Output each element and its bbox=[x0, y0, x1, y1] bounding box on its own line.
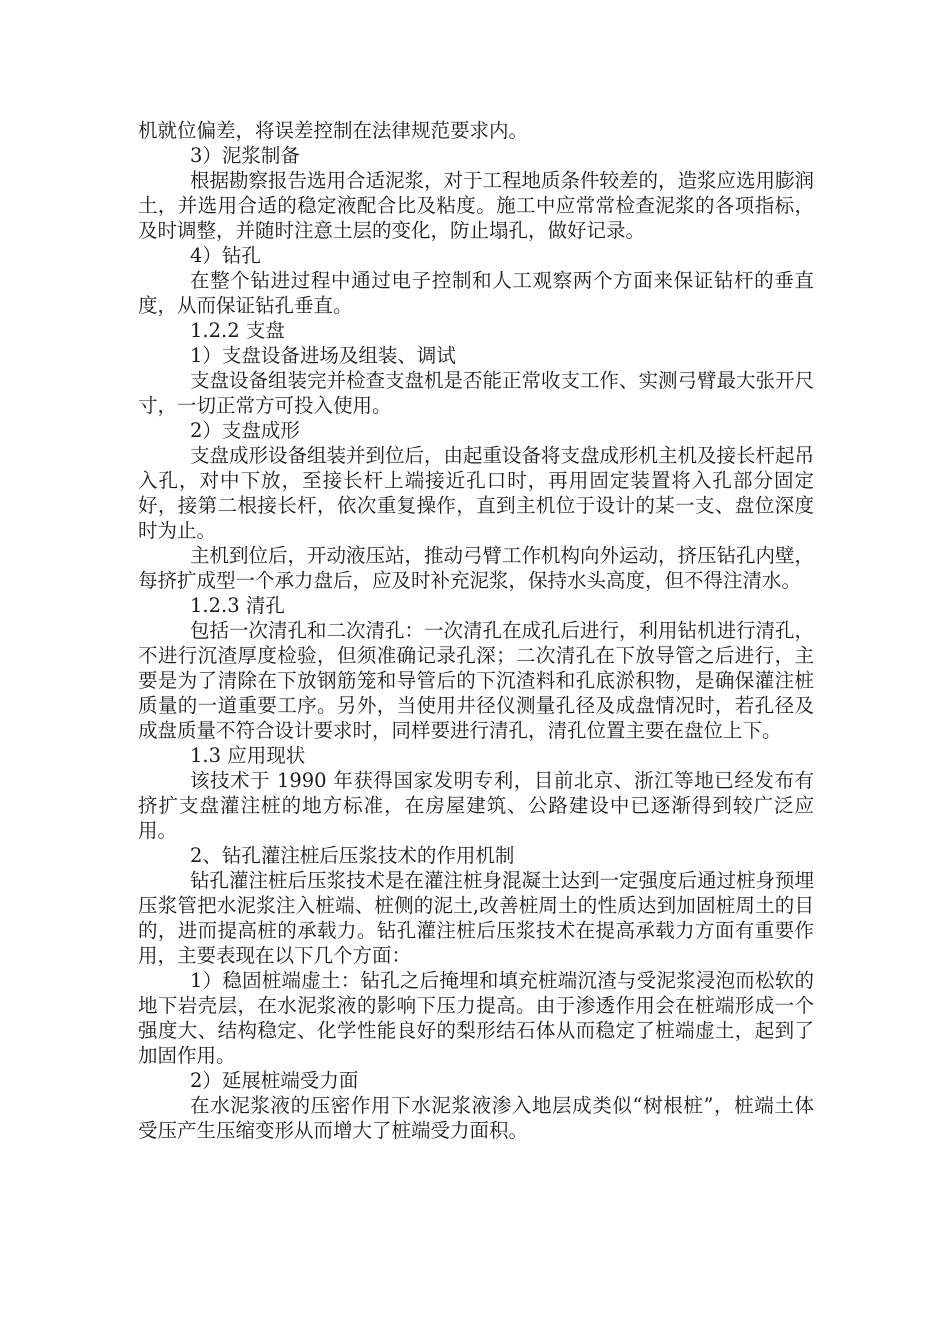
paragraph-drilling: 在整个钻进过程中通过电子控制和人工观察两个方面来保证钻杆的垂直度，从而保证钻孔垂直。 bbox=[138, 269, 814, 317]
heading-1-3: 1.3 应用现状 bbox=[190, 744, 306, 767]
heading-extend-bearing-area: 2）延展桩端受力面 bbox=[190, 1069, 359, 1092]
heading-1-2-2: 1.2.2 支盘 bbox=[190, 319, 285, 342]
heading-1-2-3: 1.2.3 清孔 bbox=[190, 594, 285, 617]
heading-mud-preparation: 3）泥浆制备 bbox=[190, 144, 300, 167]
heading-section-2: 2、钻孔灌注桩后压浆技术的作用机制 bbox=[190, 844, 515, 867]
paragraph-post-grouting: 钻孔灌注桩后压浆技术是在灌注桩身混凝土达到一定强度后通过桩身预埋压浆管把水泥浆注入桩端、桩侧的泥土,改善桩周土的性质达到加固桩周土的目的，进而提高桩的承载力。钻孔灌注桩后压浆技术在提高承载力方面有重要作用，主要表现在以下几个方面： bbox=[138, 869, 815, 967]
paragraph-1: 机就位偏差，将误差控制在法律规范要求内。 bbox=[138, 119, 529, 142]
document-page bbox=[138, 118, 814, 1143]
paragraph-application-status: 该技术于 1990 年获得国家发明专利，目前北京、浙江等地已经发布有挤扩支盘灌注桩的地方标准，在房屋建筑、公路建设中已逐渐得到较广泛应用。 bbox=[138, 769, 814, 842]
paragraph-mud-preparation: 根据勘察报告选用合适泥浆，对于工程地质条件较差的，造浆应选用膨润土，并选用合适的稳定液配合比及粘度。施工中应常常检查泥浆的各项指标，及时调整，并随时注意土层的变化，防止塌孔，做好记录。 bbox=[138, 169, 815, 242]
heading-equipment-assembly: 1）支盘设备进场及组装、调试 bbox=[190, 344, 456, 367]
paragraph-hole-cleaning: 包括一次清孔和二次清孔：一次清孔在成孔后进行，利用钻机进行清孔，不进行沉渣厚度检验，但须准确记录孔深；二次清孔在下放导管之后进行，主要是为了清除在下放钢筋笼和导管后的下沉渣料和孔底淤积物，是确保灌注桩质量的一道重要工序。另外，当使用井径仪测量孔径及成盘情况时，若孔径及成盘质量不符合设计要求时，同样要进行清孔，清孔位置主要在盘位上下。 bbox=[138, 619, 815, 742]
heading-disc-forming: 2）支盘成形 bbox=[190, 419, 300, 442]
paragraph-extend-bearing-area: 在水泥浆液的压密作用下水泥浆液渗入地层成类似“树根桩”，桩端土体受压产生压缩变形从而增大了桩端受力面积。 bbox=[138, 1094, 814, 1142]
heading-drilling: 4）钻孔 bbox=[190, 244, 261, 267]
paragraph-disc-forming: 支盘成形设备组装并到位后，由起重设备将支盘成形机主机及接长杆起吊入孔，对中下放，至接长杆上端接近孔口时，再用固定装置将入孔部分固定好，接第二根接长杆，依次重复操作，直到主机位于设计的某一支、盘位深度时为止。 bbox=[138, 444, 815, 542]
paragraph-host-in-place: 主机到位后，开动液压站，推动弓臂工作机构向外运动，挤压钻孔内壁，每挤扩成型一个承力盘后，应及时补充泥浆，保持水头高度，但不得注清水。 bbox=[138, 544, 815, 592]
paragraph-stabilize-pile-end: 1）稳固桩端虚土：钻孔之后掩埋和填充桩端沉渣与受泥浆浸泡而松软的地下岩壳层，在水泥浆液的影响下压力提高。由于渗透作用会在桩端形成一个强度大、结构稳定、化学性能良好的梨形结石体从而稳定了桩端虚土，起到了加固作用。 bbox=[138, 969, 814, 1067]
paragraph-equipment-assembly: 支盘设备组装完并检查支盘机是否能正常收支工作、实测弓臂最大张开尺寸，一切正常方可投入使用。 bbox=[138, 369, 815, 417]
